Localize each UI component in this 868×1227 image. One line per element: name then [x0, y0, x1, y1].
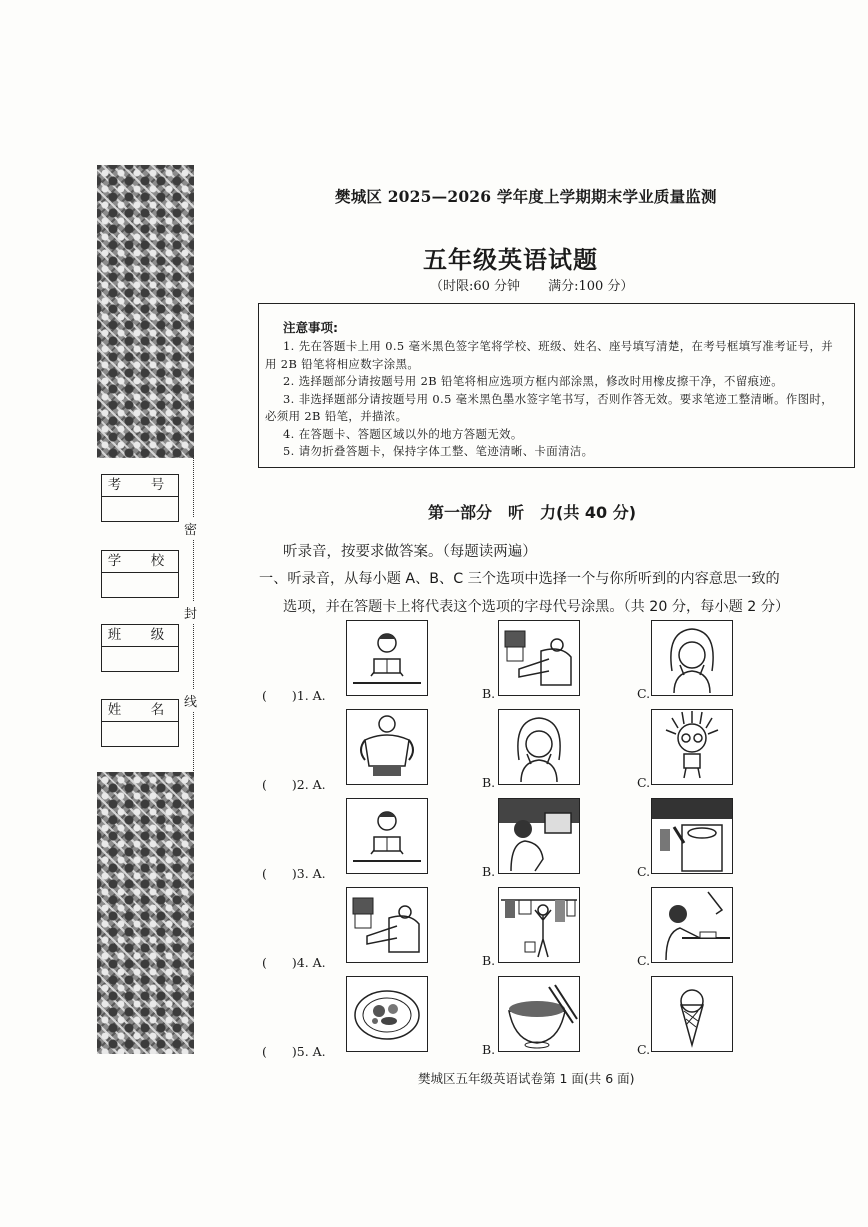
- question-4-option-b[interactable]: B.: [482, 953, 496, 968]
- question-5-option-b[interactable]: B.: [482, 1042, 496, 1057]
- notice-item: 5. 请勿折叠答题卡，保持字体工整、笔迹清晰、卡面清洁。: [283, 444, 594, 458]
- boy-reading-picture-b[interactable]: [346, 798, 428, 874]
- section-line-2: 选项，并在答题卡上将代表这个选项的字母代号涂黑。（共 20 分，每小题 2 分）: [283, 599, 790, 615]
- full-score: 满分:100 分）: [548, 279, 634, 294]
- notice-item: 4. 在答题卡、答题区域以外的地方答题无效。: [283, 426, 523, 441]
- notice-box: [258, 303, 855, 468]
- plate-of-food-picture[interactable]: [346, 976, 428, 1052]
- exam-number-box[interactable]: [101, 474, 179, 522]
- boy-reading-picture[interactable]: [346, 620, 428, 696]
- question-5-label[interactable]: ( )5. A.: [262, 1044, 326, 1059]
- girl-thinking-picture-b[interactable]: [498, 709, 580, 785]
- seal-char-feng: 封: [184, 602, 197, 623]
- notice-item: 1. 先在答题卡上用 0.5 毫米黑色签字笔将学校、班级、姓名、座号填写清楚，在考号框填写准考证号，并用 2B 铅笔将相应数字涂黑。: [265, 339, 834, 371]
- question-4-label[interactable]: ( )4. A.: [262, 955, 326, 970]
- ice-cream-picture[interactable]: [651, 976, 733, 1052]
- school-box[interactable]: [101, 550, 179, 598]
- question-5-option-c[interactable]: C.: [637, 1042, 651, 1057]
- exam-number-label: 考 号: [102, 475, 178, 497]
- funny-boy-picture[interactable]: [651, 709, 733, 785]
- strong-man-picture[interactable]: [346, 709, 428, 785]
- exam-title: 五年级英语试题: [423, 245, 598, 274]
- part-one-heading: 第一部分 听 力(共 40 分): [428, 503, 637, 522]
- question-4-option-c[interactable]: C.: [637, 953, 651, 968]
- seal-char-xian: 线: [184, 690, 197, 711]
- exam-time-score: [430, 275, 633, 294]
- notice-title: 注意事项:: [283, 320, 338, 335]
- question-2-option-b[interactable]: B.: [482, 775, 496, 790]
- question-1-label[interactable]: ( )1. A.: [262, 688, 326, 703]
- section-line-1: 一、听录音，从每小题 A、B、C 三个选项中选择一个与你所听到的内容意思一致的: [259, 571, 780, 587]
- decorative-pattern-top: [97, 165, 194, 458]
- school-label: 学 校: [102, 551, 178, 573]
- listening-instruction: 听录音，按要求做答案。（每题读两遍）: [283, 544, 537, 560]
- boy-doing-homework-picture[interactable]: [651, 887, 733, 963]
- man-watching-tv-picture-b[interactable]: [346, 887, 428, 963]
- notice-item: 3. 非选择题部分请按题号用 0.5 毫米黑色墨水签字笔书写，否则作答无效。要求笔迹工整清晰。作图时，必须用 2B 铅笔，并描浓。: [265, 391, 834, 423]
- question-3-label[interactable]: ( )3. A.: [262, 866, 326, 881]
- hanging-clothes-picture[interactable]: [498, 887, 580, 963]
- man-watching-tv-picture[interactable]: [498, 620, 580, 696]
- notice-item: 2. 选择题部分请按题号用 2B 铅笔将相应选项方框内部涂黑，修改时用橡皮擦干净，不留痕迹。: [283, 374, 783, 388]
- time-limit: （时限:60 分钟: [430, 279, 521, 294]
- exam-header-line: 樊城区 2025—2026 学年度上学期期末学业质量监测: [335, 187, 717, 206]
- noodles-bowl-picture[interactable]: [498, 976, 580, 1052]
- girl-thinking-picture[interactable]: [651, 620, 733, 696]
- question-1-option-b[interactable]: B.: [482, 686, 496, 701]
- question-2-label[interactable]: ( )2. A.: [262, 777, 326, 792]
- seal-char-mi: 密: [184, 518, 197, 539]
- question-1-option-c[interactable]: C.: [637, 686, 651, 701]
- name-box[interactable]: [101, 699, 179, 747]
- boy-watching-tv-picture[interactable]: [498, 798, 580, 874]
- question-3-option-b[interactable]: B.: [482, 864, 496, 879]
- question-3-option-c[interactable]: C.: [637, 864, 651, 879]
- name-label: 姓 名: [102, 700, 178, 722]
- question-2-option-c[interactable]: C.: [637, 775, 651, 790]
- section-one-instruction: [259, 565, 849, 621]
- page-footer: 樊城区五年级英语试卷第 1 面(共 6 面): [418, 1071, 635, 1086]
- class-label: 班 级: [102, 625, 178, 647]
- decorative-pattern-bottom: [97, 772, 194, 1054]
- class-box[interactable]: [101, 624, 179, 672]
- washing-clothes-picture[interactable]: [651, 798, 733, 874]
